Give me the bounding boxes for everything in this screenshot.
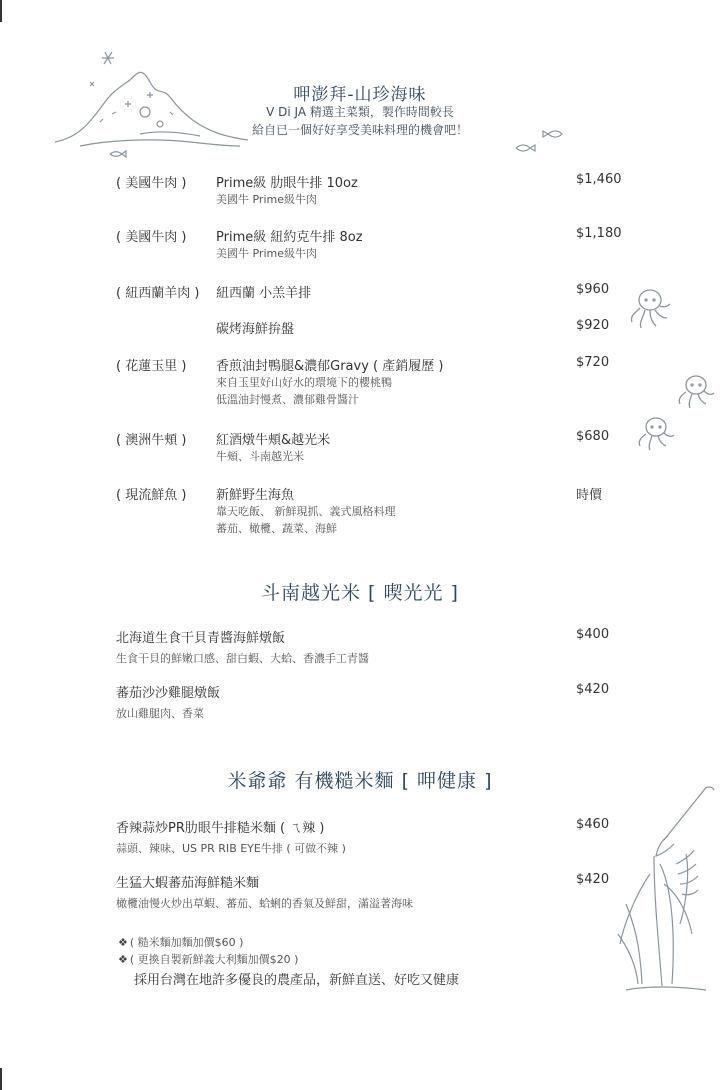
- menu-item: [116, 429, 626, 473]
- item-desc: 來自玉里好山好水的環境下的櫻桃鴨: [216, 376, 392, 389]
- note-line: [118, 934, 243, 950]
- section-subtitle-line-1: V Di JA 精選主菜類，製作時間較長: [266, 105, 454, 119]
- item-name: 新鮮野生海魚: [216, 488, 295, 503]
- octopus-sketch-icon-3: [636, 414, 676, 454]
- item-price: $1,180: [576, 226, 622, 241]
- menu-item: [116, 872, 626, 911]
- menu-item: [116, 817, 626, 856]
- item-price: $420: [576, 682, 610, 697]
- note-text: ( 更換自製新鮮義大利麵加價$20 ): [129, 953, 299, 966]
- item-name: 碳烤海鮮拚盤: [216, 322, 295, 337]
- item-desc: 靠天吃飯、 新鮮現抓、義式風格料理: [216, 505, 396, 518]
- item-desc: 牛頰、斗南越光米: [216, 450, 304, 463]
- octopus-sketch-icon: [628, 286, 672, 332]
- item-name: 紐西蘭 小羔羊排: [216, 286, 312, 301]
- item-price: $400: [576, 627, 610, 642]
- item-name: 生猛大蝦蕃茄海鮮糙米麵: [116, 876, 260, 891]
- note-line: [118, 951, 298, 967]
- item-name: 紅酒燉牛頰&越光米: [216, 433, 331, 448]
- octopus-sketch-icon-2: [676, 372, 716, 412]
- item-name: 蕃茄沙沙雞腿燉飯: [116, 686, 221, 701]
- item-desc: 低溫油封慢煮、濃郁雞骨醬汁: [216, 393, 359, 406]
- item-price: $1,460: [576, 172, 622, 187]
- section-title-risotto: 斗南越光米 [ 喫光光 ]: [261, 582, 459, 604]
- diamond-bullet-icon: ❖: [118, 936, 128, 949]
- item-price: 時價: [576, 488, 603, 503]
- item-desc: 放山雞腿肉、香菜: [116, 707, 204, 720]
- item-category: ( 美國牛肉 ): [116, 176, 187, 191]
- item-price: $720: [576, 355, 610, 370]
- item-price: $680: [576, 429, 610, 444]
- item-desc: 橄欖油慢火炒出草蝦、蕃茄、蛤蜊的香氣及鮮甜，滿溢著海味: [116, 897, 413, 910]
- page-edge-mark-top: [0, 0, 2, 22]
- item-name: Prime級 肋眼牛排 10oz: [216, 176, 358, 191]
- item-desc: 蒜頭、辣味、US PR RIB EYE牛排 ( 可做不辣 ): [116, 842, 346, 855]
- item-category: ( 紐西蘭羊肉 ): [116, 286, 200, 301]
- diamond-bullet-icon: ❖: [118, 953, 128, 966]
- menu-item: [116, 226, 626, 270]
- item-category: ( 花蓮玉里 ): [116, 359, 187, 374]
- section-title-brown-rice-noodles: 米爺爺 有機糙米麵 [ 呷健康 ]: [227, 770, 493, 792]
- page-edge-mark-bottom: [0, 1068, 2, 1090]
- menu-item: [116, 355, 626, 411]
- item-desc: 美國牛 Prime級牛肉: [216, 193, 317, 206]
- item-desc: 生食干貝的鮮嫩口感、甜白蝦、大蛤、香濃手工青醬: [116, 652, 369, 665]
- item-price: $460: [576, 817, 610, 832]
- menu-item: [116, 172, 626, 216]
- footer-note: 採用台灣在地許多優良的農產品，新鮮直送、好吃又健康: [134, 973, 460, 988]
- item-name: 北海道生食干貝青醬海鮮燉飯: [116, 631, 286, 646]
- section-title-main-dishes: 呷澎拜-山珍海味: [293, 85, 427, 105]
- item-category: ( 美國牛肉 ): [116, 230, 187, 245]
- menu-item: [116, 682, 626, 721]
- item-name: Prime級 紐約克牛排 8oz: [216, 230, 363, 245]
- item-name: 香煎油封鴨腿&濃郁Gravy ( 產銷履歷 ): [216, 359, 444, 374]
- menu-item: [116, 484, 626, 540]
- item-price: $420: [576, 872, 610, 887]
- note-text: ( 糙米麵加麵加價$60 ): [129, 936, 244, 949]
- section-subtitle-line-2: 給自已一個好好享受美味料理的機會吧！: [251, 123, 468, 137]
- item-price: $960: [576, 282, 610, 297]
- item-category: ( 現流鮮魚 ): [116, 488, 187, 503]
- item-name: 香辣蒜炒PR肋眼牛排糙米麵 ( ㄟ辣 ): [116, 821, 325, 836]
- item-desc: 蕃茄、橄欖、蔬菜、海鮮: [216, 522, 337, 535]
- menu-item: [116, 627, 626, 666]
- item-desc: 美國牛 Prime級牛肉: [216, 247, 317, 260]
- item-category: ( 澳洲牛頰 ): [116, 433, 187, 448]
- item-price: $920: [576, 318, 610, 333]
